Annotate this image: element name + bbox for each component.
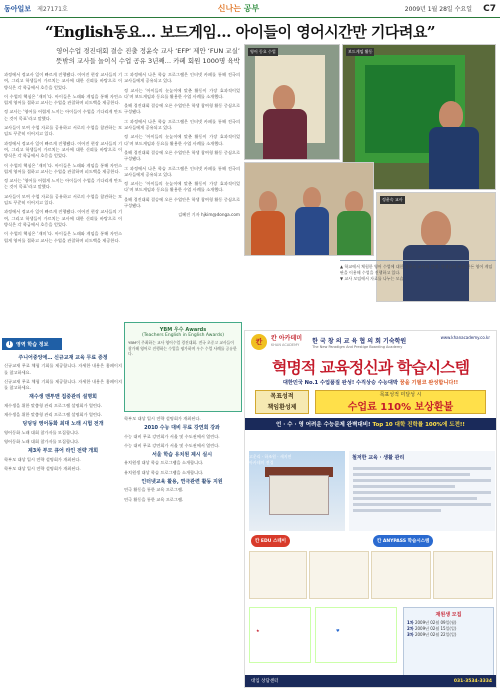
phone-number[interactable]: 031-3534-3334: [453, 678, 492, 684]
article-headline: “English동요… 보드게임… 아이들이 영어시간만 기다려요”: [44, 23, 436, 41]
news-item-title[interactable]: 2010 수능 대비 무료 강연회 강좌: [144, 425, 220, 432]
newspaper-logo: 동아일보: [4, 4, 32, 13]
enrollment-schedule: 재원생 모집 1차 2009년 02월 09일(월) 2차 2009년 02월 15일(일) 3차 2009년 02월 22일(일): [403, 607, 494, 677]
ad-tagline: 대한민국 No.1 수업품질 완성! 수직상승 수능대박 꿈을 기필코 완성합니다!!: [282, 380, 459, 386]
academy-org: 한 국 창 의 교 육 협 의 회 기숙학원 The New Paradigm And Prestige Boarding Academy: [312, 337, 407, 349]
academy-subname: KHAN ACADEMY: [271, 343, 300, 347]
ad-hero-text: 혁명적 교육정신과 학습시스템: [271, 358, 470, 377]
academy-name: 칸 아카데미: [271, 335, 303, 342]
article-body-column-2: 그 과정에서 나온 학습 프로그램은 인터넷 카페를 통해 전국의 교사들에게 공유되고 있다. 정 교사는 ‘아이들의 눈높이에 맞춘 활동이 가장 효과적이었다’며 보드게임과 동요를 활용한 수업 사례를 소개했다. 올해 경진대회 결승에 오른 수업안은 학생 참여형 활동 중심으로 구성됐다. 그 과정에서 나온 학습 프로그램은 인터넷 카페를 통해 전국의 교사들에게 공유되고 있다. 정 교사는 ‘아이들의 눈높이에 맞춘 활동이 가장 효과적이었다’며 보드게임과 동요를 활용한 수업 사례를 소개했다. 올해 경진대회 결승에 오른 수업안은 학생 참여형 활동 중심으로 구성됐다. 그 과정에서 나온 학습 프로그램은 인터넷 카페를 통해 전국의 교사들에게 공유되고 있다. 정 교사는 ‘아이들의 눈높이에 맞춘 활동이 가장 효과적이었다’며 보드게임과 동요를 활용한 수업 사례를 소개했다. 올해 경진대회 결승에 오른 수업안은 학생 참여형 활동 중심으로 구성됐다. 김혜진 기자 hjkim@donga.com: [124, 72, 240, 218]
ad-programs: [249, 535, 494, 601]
sidebar-header: i 영역 학습 정보: [2, 338, 62, 350]
ad-sketches: ★ ♥: [249, 607, 399, 677]
news-item-title[interactable]: 딩딩딩 영어동화 최대 노래 시험 전개: [22, 421, 104, 428]
photo-song-class: 영어 동요 수업: [244, 44, 340, 160]
edu-stay-pill[interactable]: 칸 EDU 스테이: [251, 535, 290, 547]
consult-label: 대입 상담센터: [251, 679, 279, 684]
news-item-title[interactable]: 재수생 맨투맨 집중관리 설명회: [28, 394, 97, 401]
article-body-column-1: 과정에서 정교사 일이 빠르게 진행됐다. 이어진 현장 교사들의 기여, 그리고 학생들이 가르치는 교사에 대한 신뢰를 바탕으로 이 방식은 각 학급에서 호응을 얻었다. 이 수업의 핵심은 ‘재미’다. 아이들은 노래와 게임을 통해 자연스럽게 영어를 접하고 교사는 수업을 관찰하며 피드백을 제공한다. 정 교사는 ‘영어를 어렵게 느끼는 아이들이 수업을 기다리게 만드는 것이 목표’라고 말했다. 교사들이 모여 수업 자료를 공유하고 서로의 수업을 참관하는 모임도 꾸준히 이어지고 있다. 과정에서 정교사 일이 빠르게 진행됐다. 이어진 현장 교사들의 기여, 그리고 학생들이 가르치는 교사에 대한 신뢰를 바탕으로 이 방식은 각 학급에서 호응을 얻었다. 이 수업의 핵심은 ‘재미’다. 아이들은 노래와 게임을 통해 자연스럽게 영어를 접하고 교사는 수업을 관찰하며 피드백을 제공한다. 정 교사는 ‘영어를 어렵게 느끼는 아이들이 수업을 기다리게 만드는 것이 목표’라고 말했다. 교사들이 모여 수업 자료를 공유하고 서로의 수업을 참관하는 모임도 꾸준히 이어지고 있다. 과정에서 정교사 일이 빠르게 진행됐다. 이어진 현장 교사들의 기여, 그리고 학생들이 가르치는 교사에 대한 신뢰를 바탕으로 이 방식은 각 학급에서 호응을 얻었다. 이 수업의 핵심은 ‘재미’다. 아이들은 노래와 게임을 통해 자연스럽게 영어를 접하고 교사는 수업을 관찰하며 피드백을 제공한다.: [4, 72, 122, 243]
anypass-pill[interactable]: 칸 ANYPASS 학습시스템: [373, 535, 433, 547]
article-subhead: 영어수업 경진대회 결승 진출 정윤숙 교사 ‘EFP’ 제안 ‘FUN 교실’ 뜻밖의 교사들 놀이식 수업 공유 3년째… 카페 회원 1000명 육박: [56, 47, 240, 65]
guarantee-badge: 목표성적 책임환성제: [255, 390, 309, 414]
issue-number: 제27171호: [37, 6, 68, 13]
ad-promo-strip: 언 · 수 · 영 어려운 수능문제 완벽대비! Top 10 대학 진학률 100%에 도전!!: [245, 418, 496, 430]
masthead: [0, 0, 500, 18]
news-item-title[interactable]: 제3차 부모 큐어 라인 전략 개회: [27, 448, 99, 455]
award-text: YBM이 주최하는 교사 영어수업 경진대회. 전국 초중고 교사들이 참가해 영어로 진행하는 수업을 평가하며 우수 수업 사례를 공유한다.: [128, 340, 237, 356]
sidebar-news-left: 주니어중앙에… 신규교재 교육 무료 증정 신규교재 무료 체험 기회를 제공합니다. 자세한 내용은 홈페이지를 참고하세요. 신규교재 무료 체험 기회를 제공합니다. 자세한 내용은 홈페이지를 참고하세요. 재수생 맨투맨 집중관리 설명회 재수생을 위한 맞춤형 관리 프로그램 설명회가 열린다. 재수생을 위한 맞춤형 관리 프로그램 설명회가 열린다. 딩딩딩 영어동화 최대 노래 시험 전개 영어동화 노래 대회 참가자를 모집합니다. 영어동화 노래 대회 참가자를 모집합니다. 제3차 부모 큐어 라인 전략 개회 학부모 대상 입시 전략 설명회가 개최된다. 학부모 대상 입시 전략 설명회가 개최된다.: [4, 355, 122, 471]
news-item-title[interactable]: 서울 학습 유치원 제시 실시: [151, 452, 213, 459]
award-title: YBM 우수 Awards: [159, 327, 207, 333]
ad-footer: [245, 675, 497, 687]
refund-banner: 목표성적 미달성 시 수업료 110% 보상환불: [315, 390, 486, 414]
photo-students: [244, 162, 374, 256]
info-icon: i: [6, 341, 13, 348]
academy-address: 고운리 · 하조원 · 새지연 아카데미 전경: [249, 454, 292, 465]
section-title: 신나는 공부: [217, 4, 260, 13]
publish-date: 2009년 1월 28일 수요일: [404, 6, 472, 13]
ad-info-panel: 철저한 교육 · 생활 관리: [349, 451, 495, 531]
photo-teacher: 정윤숙 교사: [376, 192, 496, 302]
photo-board-game: 보드게임 활동: [342, 44, 496, 190]
page-number: C7: [483, 3, 496, 14]
award-subtitle: (Teachers English in English Awards): [142, 333, 224, 338]
academy-logo: 칸: [251, 334, 267, 350]
sidebar-news-right: 학부모 대상 입시 전략 설명회가 개최된다. 2010 수능 대비 무료 강연회 강좌 수능 대비 무료 강연회가 서울 및 수도권에서 열린다. 수능 대비 무료 강연회가 서울 및 수도권에서 열린다. 서울 학습 유치원 제시 실시 유치원생 대상 학습 프로그램을 소개합니다. 유치원생 대상 학습 프로그램을 소개합니다. 인터넷교육 활용, 연극관련 활동 지원 연극 활동을 통한 교육 프로그램. 연극 활동을 통한 교육 프로그램.: [124, 416, 240, 688]
news-item-title[interactable]: 주니어중앙에… 신규교재 교육 무료 증정: [18, 355, 108, 361]
award-info-box: [124, 322, 242, 412]
academy-website[interactable]: www.khanacademy.co.kr: [440, 335, 490, 340]
photo-caption: ▲ 학교에서 체험한 영어 수업에 대한 정윤숙 교사의 설명. 학생들이 직접 만든 영어 게임판을 이용해 수업을 진행하고 있다. ▼ 교사 모임에서 자료를 나누는 모습.: [340, 260, 496, 320]
ad-header: [245, 331, 496, 353]
news-item-title[interactable]: 인터넷교육 활용, 연극관련 활동 지원: [141, 479, 223, 486]
academy-advertisement[interactable]: [244, 330, 497, 688]
